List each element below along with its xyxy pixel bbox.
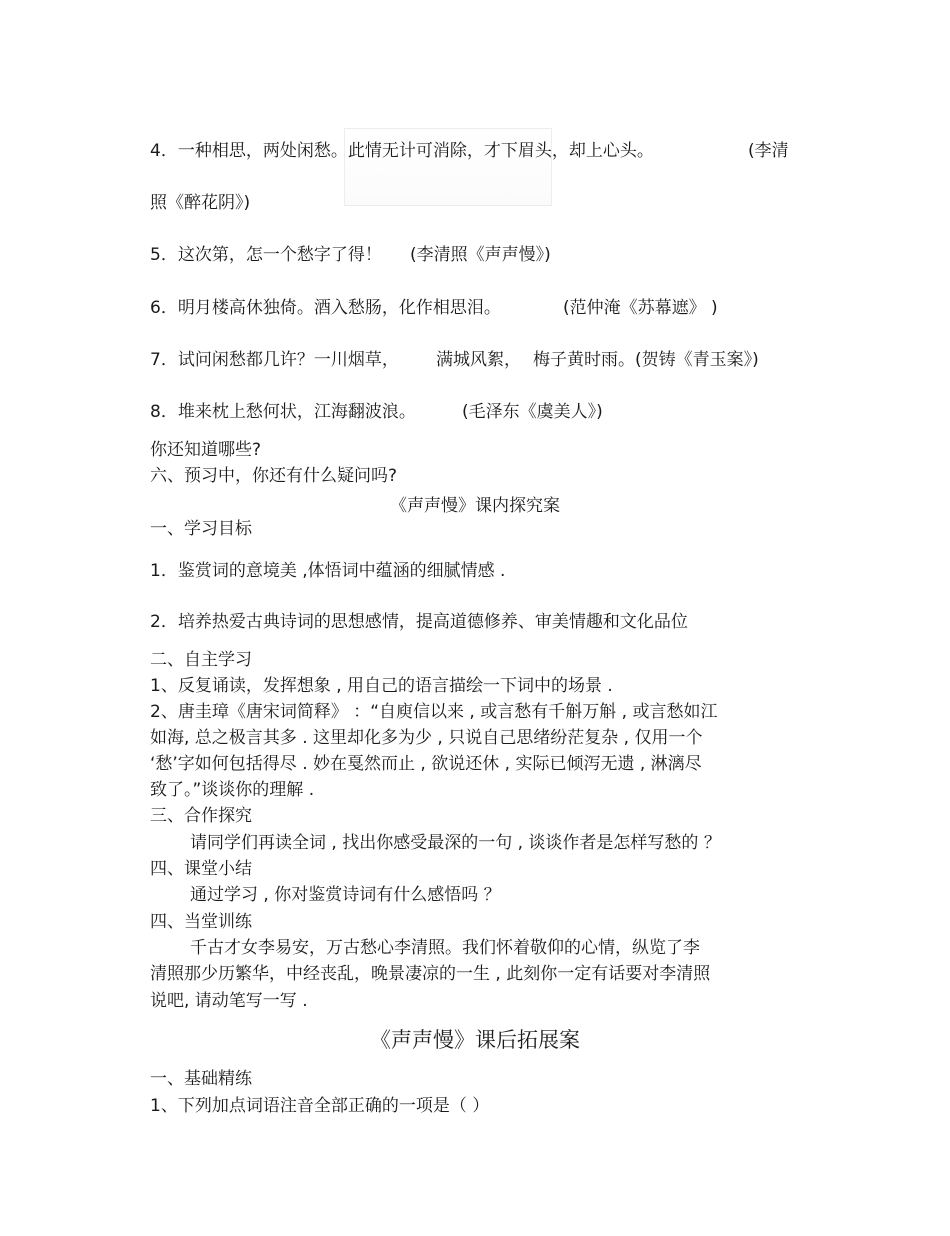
quote-7-text-c: 梅子黄时雨。(贺铸《青玉案》)	[533, 350, 759, 370]
prompt-more: 你还知道哪些?	[150, 440, 262, 460]
question-1: 1、下列加点词语注音全部正确的一项是（ ）	[150, 1096, 490, 1116]
coop-text: 请同学们再读全词 , 找出你感受最深的一句 , 谈谈作者是怎样写愁的 ？	[190, 833, 721, 853]
summary-heading: 四、课堂小结	[150, 859, 252, 879]
self-study-1: 1、反复诵读，发挥想象 , 用自己的语言描绘一下词中的场景 .	[150, 676, 613, 696]
quote-7-text-a: 7．试问闲愁都几许？一川烟草，	[150, 350, 399, 370]
coop-heading: 三、合作探究	[150, 806, 252, 826]
self-study-2-line-2: 如海, 总之极言其多 . 这里却化多为少 , 只说自己思绪纷茫复杂 , 仅用一个	[150, 728, 703, 748]
goal-1: 1．鉴赏词的意境美 ,体悟词中蕴涵的细腻情感 .	[150, 561, 506, 581]
practice-line-2: 清照那少历繁华，中经丧乱，晚景凄凉的一生 , 此刻你一定有话要对李清照	[150, 964, 711, 984]
inclass-title: 《声声慢》课内探究案	[390, 496, 560, 516]
self-study-2-line-3: ‘愁’字如何包括得尽 . 妙在戛然而止 , 欲说还休 , 实际已倾泻无遗 , 淋漓尽	[150, 754, 702, 774]
quote-4-source: (李清	[748, 141, 789, 161]
quote-5-source: (李清照《声声慢》)	[410, 245, 551, 265]
practice-line-3: 说吧, 请动笔写一写 .	[150, 991, 308, 1011]
goals-heading: 一、学习目标	[150, 519, 252, 539]
quote-6-source: (范仲淹《苏幕遮》 )	[563, 298, 718, 318]
self-study-2-line-4: 致了。”谈谈你的理解 .	[150, 780, 315, 800]
quote-4-source-cont: 照《醉花阴》)	[150, 193, 251, 213]
quote-5-text: 5．这次第，怎一个愁字了得！	[150, 245, 382, 265]
quote-8-source: (毛泽东《虞美人》)	[462, 402, 603, 422]
basic-heading: 一、基础精练	[150, 1069, 252, 1089]
goal-2: 2．培养热爱古典诗词的思想感情，提高道德修养、审美情趣和文化品位	[150, 612, 688, 632]
quote-4-text: 4．一种相思，两处闲愁。此情无计可消除，才下眉头，却上心头。	[150, 141, 654, 161]
quote-7-text-b: 满城风絮，	[436, 350, 521, 370]
prompt-section6: 六、预习中，你还有什么疑问吗?	[150, 466, 398, 486]
quote-6-text: 6．明月楼高休独倚。酒入愁肠，化作相思泪。	[150, 298, 501, 318]
afterclass-title: 《声声慢》课后拓展案	[370, 1028, 580, 1052]
summary-text: 通过学习 , 你对鉴赏诗词有什么感悟吗 ？	[190, 885, 501, 905]
practice-heading: 四、当堂训练	[150, 912, 252, 932]
self-study-2-line-1: 2、唐圭璋《唐宋词简释》 ：“自庾信以来 , 或言愁有千斛万斛 , 或言愁如江	[150, 702, 718, 722]
practice-line-1: 千古才女李易安，万古愁心李清照。我们怀着敬仰的心情，纵览了李	[190, 938, 700, 958]
self-study-heading: 二、自主学习	[150, 650, 252, 670]
quote-8-text: 8．堆来枕上愁何状，江海翻波浪。	[150, 402, 416, 422]
